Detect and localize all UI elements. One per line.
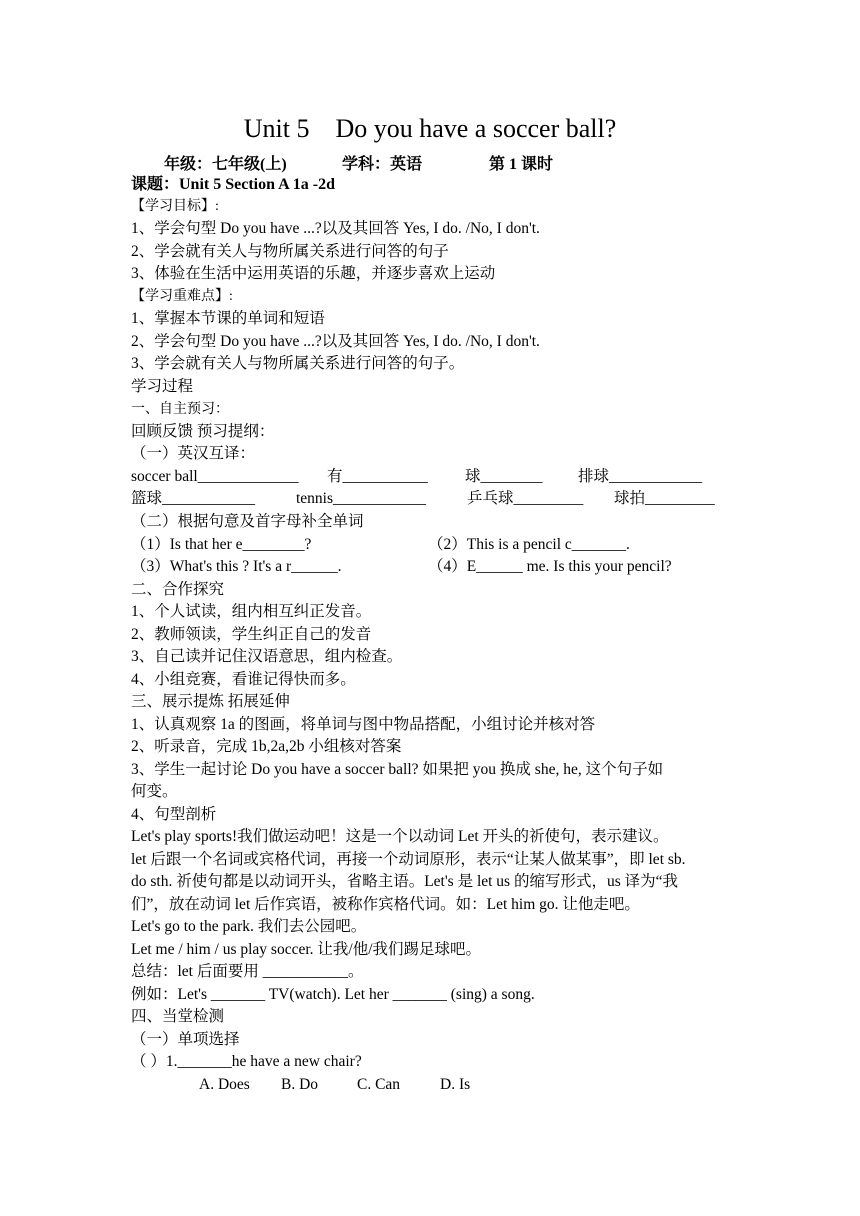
display-item: 1、认真观察 1a 的图画，将单词与图中物品搭配，小组讨论并核对答 bbox=[131, 716, 596, 733]
translate-cell: 球拍_________ bbox=[614, 490, 715, 507]
cooperate-heading: 二、合作探究 bbox=[131, 581, 225, 598]
page-title: Unit 5 Do you have a soccer ball? bbox=[243, 114, 617, 143]
preview-heading: 一、自主预习： bbox=[131, 402, 229, 417]
goal-item: 1、学会句型 Do you have ...?以及其回答 Yes, I do. /No, I don't. bbox=[131, 220, 540, 237]
fill-item: （4）E______ me. Is this your pencil? bbox=[428, 558, 672, 575]
answer-option: B. Do bbox=[281, 1076, 319, 1093]
answer-option: A. Does bbox=[199, 1076, 250, 1093]
analysis-line: 们”，放在动词 let 后作宾语，被称作宾格代词。如：Let him go. 让他走吧。 bbox=[131, 896, 640, 913]
check-subheading: （一）单项选择 bbox=[131, 1031, 240, 1048]
key-point-item: 1、掌握本节课的单词和短语 bbox=[131, 310, 325, 327]
check-heading: 四、当堂检测 bbox=[131, 1008, 225, 1025]
translate-cell: tennis____________ bbox=[296, 490, 427, 507]
answer-option: D. Is bbox=[440, 1076, 471, 1093]
translate-cell: 排球____________ bbox=[578, 468, 703, 485]
answer-option: C. Can bbox=[357, 1076, 401, 1093]
display-item: 2、听录音，完成 1b,2a,2b 小组核对答案 bbox=[131, 738, 402, 755]
goal-item: 2、学会就有关人与物所属关系进行问答的句子 bbox=[131, 243, 449, 260]
analysis-line: Let me / him / us play soccer. 让我/他/我们踢足球吧。 bbox=[131, 941, 481, 958]
analysis-line: Let's go to the park. 我们去公园吧。 bbox=[131, 918, 367, 935]
grade-label: 年级：七年级(上) bbox=[164, 156, 287, 173]
cooperate-item: 3、自己读并记住汉语意思，组内检查。 bbox=[131, 648, 403, 665]
topic-line: 课题：Unit 5 Section A 1a -2d bbox=[131, 176, 336, 193]
analysis-line: let 后跟一个名词或宾格代词，再接一个动词原形，表示“让某人做某事”，即 let sb. bbox=[131, 851, 686, 868]
fill-item: （1）Is that her e________? bbox=[131, 536, 312, 553]
translate-cell: 篮球____________ bbox=[131, 490, 256, 507]
lesson-label: 第 1 课时 bbox=[489, 156, 554, 173]
display-item: 4、句型剖析 bbox=[131, 806, 217, 823]
analysis-line: Let's play sports!我们做运动吧！这是一个以动词 Let 开头的祈使句，表示建议。 bbox=[131, 828, 669, 845]
question-line: （ ）1._______he have a new chair? bbox=[131, 1053, 362, 1070]
goal-item: 3、体验在生活中运用英语的乐趣，并逐步喜欢上运动 bbox=[131, 265, 496, 282]
cooperate-item: 1、个人试读，组内相互纠正发音。 bbox=[131, 603, 372, 620]
key-points-heading: 【学习重难点】: bbox=[131, 289, 233, 304]
translate-heading: （一）英汉互译： bbox=[131, 445, 256, 462]
subject-label: 学科：英语 bbox=[342, 156, 423, 173]
process-heading: 学习过程 bbox=[131, 378, 194, 395]
cooperate-item: 4、小组竞赛，看谁记得快而多。 bbox=[131, 671, 356, 688]
preview-intro: 回顾反馈 预习提纲： bbox=[131, 423, 275, 440]
translate-cell: 乒乓球_________ bbox=[467, 490, 584, 507]
display-item: 3、学生一起讨论 Do you have a soccer ball? 如果把 you 换成 she, he, 这个句子如 bbox=[131, 761, 664, 778]
cooperate-item: 2、教师领读，学生纠正自己的发音 bbox=[131, 626, 372, 643]
display-heading: 三、展示提炼 拓展延伸 bbox=[131, 693, 290, 710]
goals-heading: 【学习目标】: bbox=[131, 199, 219, 214]
translate-cell: 有___________ bbox=[327, 468, 428, 485]
fill-item: （2）This is a pencil c_______. bbox=[428, 536, 630, 553]
translate-cell: soccer ball_____________ bbox=[131, 468, 299, 485]
analysis-line: do sth. 祈使句都是以动词开头，省略主语。Let's 是 let us 的缩写形式，us 译为“我 bbox=[131, 873, 679, 890]
key-point-item: 2、学会句型 Do you have ...?以及其回答 Yes, I do. /No, I don't. bbox=[131, 333, 540, 350]
fill-item: （3）What's this ? It's a r______. bbox=[131, 558, 342, 575]
analysis-line: 例如：Let's _______ TV(watch). Let her _______ (sing) a song. bbox=[131, 986, 535, 1003]
analysis-line: 总结：let 后面要用 ___________。 bbox=[131, 963, 364, 980]
translate-cell: 球________ bbox=[465, 468, 543, 485]
display-item: 何变。 bbox=[131, 783, 178, 800]
key-point-item: 3、学会就有关人与物所属关系进行问答的句子。 bbox=[131, 355, 465, 372]
fill-heading: （二）根据句意及首字母补全单词 bbox=[131, 513, 364, 530]
